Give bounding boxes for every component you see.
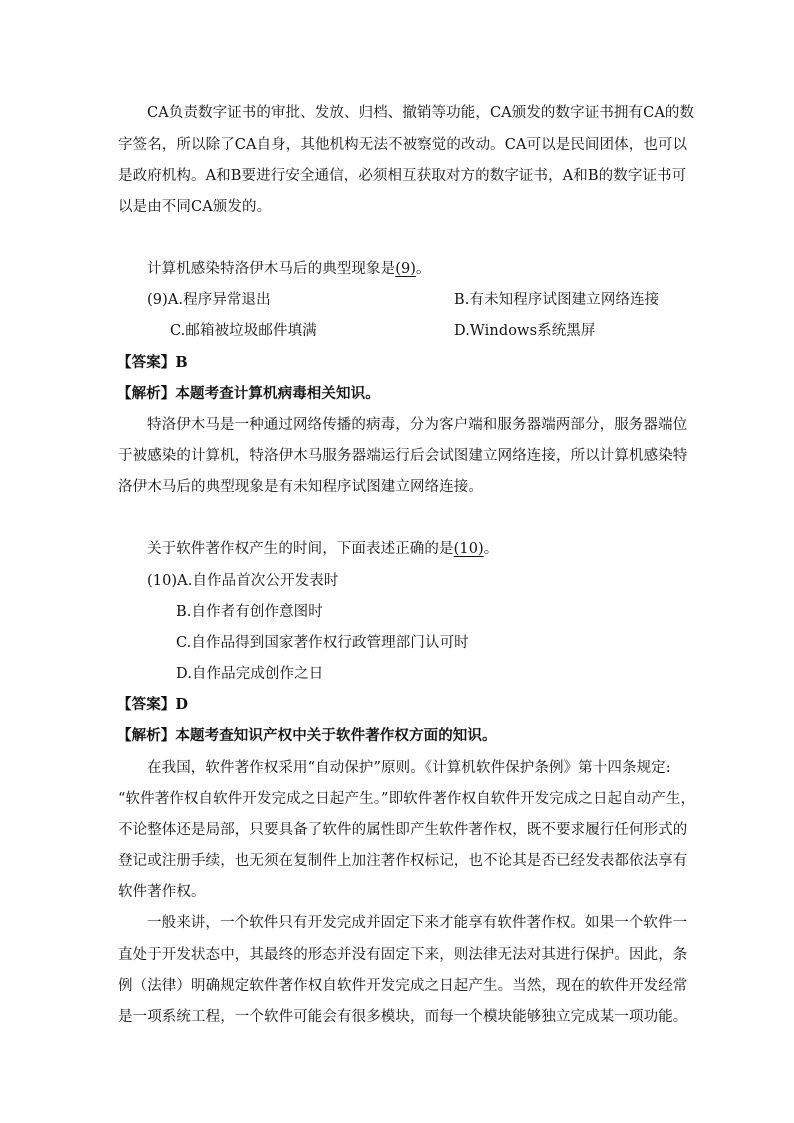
q9-option-a: (9)A.程序异常退出 — [147, 292, 271, 308]
q9-stem — [147, 259, 431, 279]
q10-stem-text: 关于软件著作权产生的时间，下面表述正确的是 — [147, 541, 454, 557]
q10-stem — [147, 539, 498, 559]
q10-para1-line-5: 软件著作权。 — [118, 884, 206, 900]
q10-answer: 【答案】D — [117, 696, 189, 713]
q10-para1-line-3: 不论整体还是局部，只要具备了软件的属性即产生软件著作权，既不要求履行任何形式的 — [118, 822, 688, 838]
q9-stem-end: 。 — [416, 261, 431, 277]
q9-analysis-line-1: 特洛伊木马是一种通过网络传播的病毒，分为客户端和服务器端两部分，服务器端位 — [147, 417, 688, 433]
q10-option-a: (10)A.自作品首次公开发表时 — [147, 573, 339, 589]
q9-option-c: C.邮箱被垃圾邮件填满 — [170, 323, 317, 339]
q9-analysis-line-3: 洛伊木马后的典型现象是有未知程序试图建立网络连接。 — [118, 479, 483, 495]
intro-line-4: 以是由不同CA颁发的。 — [118, 199, 272, 215]
intro-line-1: CA负责数字证书的审批、发放、归档、撤销等功能，CA颁发的数字证书拥有CA的数 — [147, 105, 695, 121]
q10-para1-line-2: “软件著作权自软件开发完成之日起产生。”即软件著作权自软件开发完成之日起自动产生， — [118, 791, 696, 807]
q10-blank: (10) — [453, 541, 484, 557]
q9-option-b: B.有未知程序试图建立网络连接 — [454, 292, 660, 308]
q9-answer: 【答案】B — [117, 354, 188, 371]
q10-analysis-heading: 【解析】本题考查知识产权中关于软件著作权方面的知识。 — [117, 727, 497, 744]
q9-blank: (9) — [395, 261, 417, 277]
q10-para2-line-3: 例（法律）明确规定软件著作权自软件开发完成之日起产生。当然，现在的软件开发经常 — [118, 978, 688, 994]
q10-option-d: D.自作品完成创作之日 — [176, 666, 324, 682]
q10-para2-line-1: 一般来讲，一个软件只有开发完成并固定下来才能享有软件著作权。如果一个软件一 — [147, 915, 688, 931]
intro-line-2: 字签名，所以除了CA自身，其他机构无法不被察觉的改动。CA可以是民间团体，也可以 — [118, 137, 688, 153]
q10-option-b: B.自作者有创作意图时 — [176, 604, 323, 620]
q10-option-c: C.自作品得到国家著作权行政管理部门认可时 — [176, 635, 469, 651]
q10-para2-line-4: 是一项系统工程，一个软件可能会有很多模块，而每一个模块能够独立完成某一项功能。 — [118, 1009, 688, 1025]
q9-option-d: D.Windows系统黑屏 — [454, 323, 596, 339]
q10-para2-line-2: 直处于开发状态中，其最终的形态并没有固定下来，则法律无法对其进行保护。因此，条 — [118, 947, 688, 963]
q9-analysis-heading: 【解析】本题考查计算机病毒相关知识。 — [117, 385, 380, 402]
intro-line-3: 是政府机构。A和B要进行安全通信，必须相互获取对方的数字证书，A和B的数字证书可 — [118, 168, 687, 184]
q10-stem-end: 。 — [483, 541, 499, 557]
q10-para1-line-4: 登记或注册手续，也无须在复制件上加注著作权标记，也不论其是否已经发表都依法享有 — [118, 853, 688, 869]
q10-para1-line-1: 在我国，软件著作权采用“自动保护”原则。《计算机软件保护条例》第十四条规定: — [147, 760, 671, 776]
q9-stem-text: 计算机感染特洛伊木马后的典型现象是 — [147, 261, 396, 277]
q9-analysis-line-2: 于被感染的计算机，特洛伊木马服务器端运行后会试图建立网络连接，所以计算机感染特 — [118, 448, 688, 464]
